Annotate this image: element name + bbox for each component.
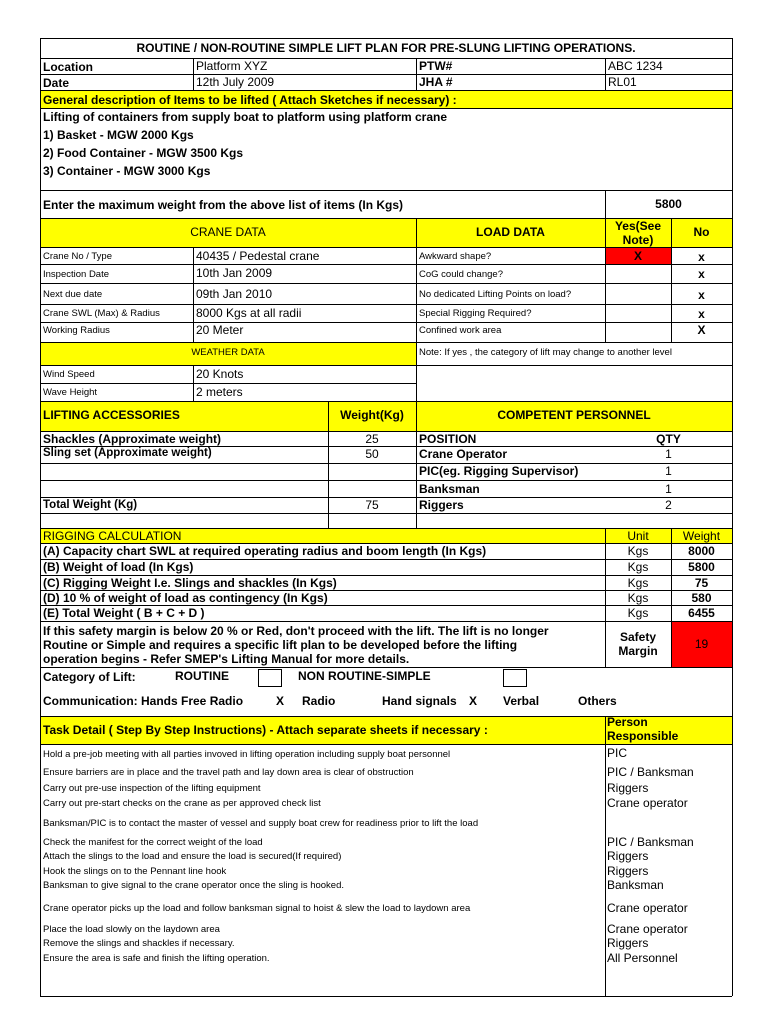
rigging-row-weight: 6455 [688, 606, 715, 620]
person-heading-2: Responsible [607, 729, 679, 743]
general-line: Lifting of containers from supply boat to platform using platform crane [43, 110, 448, 124]
personnel-qty: 1 [665, 482, 672, 496]
crane-row-value: 09th Jan 2010 [196, 287, 273, 301]
communication-label: Communication: Hands Free Radio [43, 694, 244, 708]
task-step: Hold a pre-job meeting with all parties invoved in lifting operation including supply boat personnel [43, 749, 451, 760]
rigging-row-weight: 5800 [688, 560, 715, 574]
task-step: Attach the slings to the load and ensure the load is secured(If required) [43, 851, 342, 862]
accessories-heading: LIFTING ACCESSORIES [43, 408, 180, 422]
personnel-position: Riggers [419, 498, 464, 512]
verbal-option: Verbal [503, 694, 540, 708]
accessory-total-label: Total Weight (Kg) [43, 499, 138, 511]
personnel-qty: 1 [665, 464, 672, 478]
rigging-row-label: (D) 10 % of weight of load as contingency (In Kgs) [43, 591, 328, 605]
rigging-row-weight: 75 [694, 576, 709, 590]
task-person: Riggers [607, 849, 649, 863]
rigging-row-label: (B) Weight of load (In Kgs) [43, 560, 194, 574]
crane-data-heading: CRANE DATA [190, 225, 266, 239]
others-option: Others [578, 694, 617, 708]
task-step: Banksman/PIC is to contact the master of vessel and supply boat crew for readiness prior to lift the load [43, 818, 479, 829]
task-person: Crane operator [607, 922, 688, 936]
rigging-row-unit: Kgs [627, 560, 649, 574]
weather-heading: WEATHER DATA [191, 347, 265, 358]
load-row-no: x [698, 288, 705, 302]
personnel-position: Crane Operator [419, 447, 508, 461]
accessory-weight: 50 [365, 447, 379, 461]
general-line: 3) Container - MGW 3000 Kgs [43, 164, 211, 178]
category-label: Category of Lift: [43, 670, 136, 684]
crane-row-value: 40435 / Pedestal crane [196, 249, 320, 263]
task-person: All Personnel [607, 951, 678, 965]
crane-row-value: 10th Jan 2009 [196, 266, 273, 280]
accessory-weight: 25 [365, 432, 379, 446]
load-row-no: X [697, 323, 706, 337]
rigging-row-label: (A) Capacity chart SWL at required operating radius and boom length (In Kgs) [43, 544, 487, 558]
task-person: PIC / Banksman [607, 835, 694, 849]
rigging-row-unit: Kgs [627, 591, 649, 605]
task-step: Carry out pre-start checks on the crane as per approved check list [43, 798, 321, 809]
hands-free-mark: X [276, 694, 285, 708]
safety-warning: Routine or Simple and requires a specific lift plan to be developed before the lifting [43, 638, 518, 652]
rigging-row-label: (C) Rigging Weight I.e. Slings and shackles (In Kgs) [43, 576, 337, 590]
task-person: PIC / Banksman [607, 765, 694, 779]
rigging-row-unit: Kgs [627, 544, 649, 558]
load-note: Note: If yes , the category of lift may change to another level [419, 347, 672, 358]
accessory-total: 75 [365, 498, 379, 512]
task-person: Riggers [607, 864, 649, 878]
task-person: Riggers [607, 936, 649, 950]
load-row-label: Awkward shape? [419, 251, 492, 262]
task-step: Carry out pre-use inspection of the lifting equipment [43, 783, 261, 794]
category-non-routine: NON ROUTINE-SIMPLE [298, 669, 431, 683]
crane-row-label: Inspection Date [43, 269, 110, 280]
safety-margin-value: 19 [694, 637, 709, 651]
task-person: Banksman [607, 878, 664, 892]
personnel-qty: 1 [665, 447, 672, 461]
max-weight-label: Enter the maximum weight from the above list of items (In Kgs) [43, 198, 404, 212]
wave-label: Wave Height [43, 387, 98, 398]
weight-heading: Weight(Kg) [340, 408, 404, 422]
load-row-label: No dedicated Lifting Points on load? [419, 289, 572, 300]
load-row-no: x [698, 250, 705, 264]
page-title: ROUTINE / NON-ROUTINE SIMPLE LIFT PLAN FOR PRE-SLUNG LIFTING OPERATIONS. [136, 41, 636, 55]
unit-heading: Unit [627, 529, 649, 543]
load-row-label: CoG could change? [419, 269, 503, 280]
crane-row-label: Crane SWL (Max) & Radius [43, 308, 160, 319]
task-step: Ensure the area is safe and finish the lifting operation. [43, 953, 270, 964]
rigging-row-weight: 580 [691, 591, 712, 605]
accessory-label: Sling set (Approximate weight) [43, 447, 212, 459]
general-heading: General description of Items to be lifted ( Attach Sketches if necessary) : [43, 93, 457, 107]
rigging-row-unit: Kgs [627, 576, 649, 590]
weight-col-heading: Weight [682, 529, 721, 543]
ptw-label: PTW# [419, 59, 453, 73]
ptw-value: ABC 1234 [608, 59, 663, 73]
safety-margin-label: Safety [619, 630, 657, 644]
personnel-position: PIC(eg. Rigging Supervisor) [419, 464, 579, 478]
crane-row-label: Next due date [43, 289, 103, 300]
crane-row-label: Working Radius [43, 325, 110, 336]
accessory-label: Shackles (Approximate weight) [43, 432, 222, 446]
jha-label: JHA # [419, 75, 453, 89]
load-row-no: x [698, 307, 705, 321]
radio-option: Radio [302, 694, 336, 708]
task-person: Crane operator [607, 796, 688, 810]
rigging-row-label: (E) Total Weight ( B + C + D ) [43, 606, 205, 620]
wind-label: Wind Speed [43, 369, 95, 380]
task-person: PIC [607, 746, 628, 760]
load-row-label: Confined work area [419, 325, 502, 336]
task-step: Remove the slings and shackles if necessary. [43, 938, 235, 949]
task-step: Crane operator picks up the load and follow banksman signal to hoist & slew the load to laydown area [43, 903, 471, 914]
max-weight-value: 5800 [655, 197, 682, 211]
date-label: Date [43, 76, 70, 90]
date-value: 12th July 2009 [196, 75, 275, 89]
rigging-row-unit: Kgs [627, 606, 649, 620]
location-label: Location [43, 60, 93, 74]
yes-heading: Yes(See [614, 219, 662, 233]
category-routine: ROUTINE [175, 669, 229, 683]
person-heading: Person [607, 715, 648, 729]
personnel-heading: COMPETENT PERSONNEL [497, 408, 651, 422]
non-routine-checkbox[interactable] [503, 669, 527, 687]
personnel-qty: 2 [665, 498, 672, 512]
general-line: 2) Food Container - MGW 3500 Kgs [43, 146, 244, 160]
general-line: 1) Basket - MGW 2000 Kgs [43, 128, 194, 142]
qty-heading: QTY [656, 432, 681, 446]
routine-checkbox[interactable] [258, 669, 282, 687]
safety-warning: operation begins - Refer SMEP's Lifting Manual for more details. [43, 652, 410, 666]
load-row-label: Special Rigging Required? [419, 308, 532, 319]
task-person: Riggers [607, 781, 649, 795]
task-person: Crane operator [607, 901, 688, 915]
load-data-heading: LOAD DATA [476, 225, 545, 239]
wave-value: 2 meters [196, 385, 243, 399]
task-step: Hook the slings on to the Pennant line hook [43, 866, 227, 877]
crane-row-value: 8000 Kgs at all radii [196, 306, 302, 320]
safety-margin-label-2: Margin [618, 644, 658, 658]
yes-heading-note: Note) [622, 233, 654, 247]
task-step: Place the load slowly on the laydown area [43, 924, 220, 935]
load-row-no: x [698, 267, 705, 281]
location-value: Platform XYZ [196, 59, 268, 73]
position-heading: POSITION [419, 432, 477, 446]
load-row-yes: X [633, 249, 642, 263]
rigging-heading: RIGGING CALCULATION [43, 529, 182, 543]
jha-value: RL01 [608, 75, 637, 89]
task-step: Banksman to give signal to the crane operator once the sling is hooked. [43, 880, 345, 891]
task-step: Ensure barriers are in place and the travel path and lay down area is clear of obstruction [43, 767, 414, 778]
crane-row-label: Crane No / Type [43, 251, 113, 262]
no-heading: No [693, 225, 710, 239]
crane-row-value: 20 Meter [196, 323, 244, 337]
hand-signals-mark: X [469, 694, 478, 708]
personnel-position: Banksman [419, 482, 480, 496]
task-step: Check the manifest for the correct weight of the load [43, 837, 263, 848]
task-heading: Task Detail ( Step By Step Instructions) - Attach separate sheets if necessary : [43, 723, 488, 737]
hand-signals-option: Hand signals [382, 694, 457, 708]
safety-warning: If this safety margin is below 20 % or Red, don't proceed with the lift. The lift is no longer [43, 624, 549, 638]
wind-value: 20 Knots [196, 367, 244, 381]
rigging-row-weight: 8000 [688, 544, 715, 558]
